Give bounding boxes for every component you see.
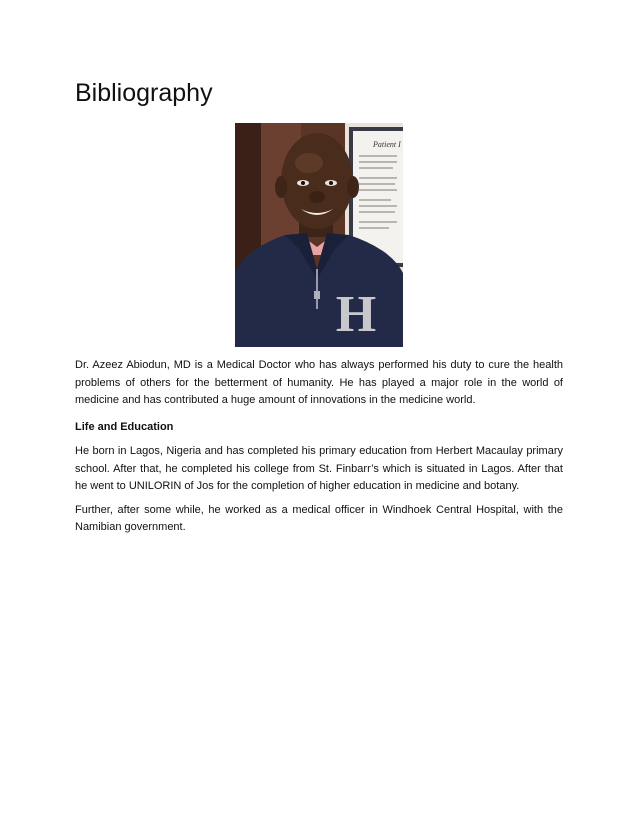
section-heading: Life and Education — [75, 420, 174, 433]
poster-text: Patient I — [373, 140, 401, 149]
career-paragraph: Further, after some while, he worked as a medical officer in Windhoek Central Hospital, with the Namibian government. — [75, 503, 563, 533]
shirt-letter: H — [335, 286, 377, 343]
portrait-photo — [235, 123, 403, 347]
body-text — [75, 357, 563, 543]
education-paragraph: He born in Lagos, Nigeria and has completed his primary education from Herbert Macaulay primary school. After that, he completed his college from St. Finbarr’s which is situated in Lagos. After that he went to UNILORIN of Jos for the completion of higher education in medicine and botany. — [75, 445, 563, 492]
intro-paragraph: Dr. Azeez Abiodun, MD is a Medical Doctor who has always performed his duty to cure the health problems of others for the betterment of humanity. He has played a major role in the world of medicine and has contributed a huge amount of innovations in the medicine world. — [75, 359, 563, 406]
page-title: Bibliography — [75, 79, 213, 107]
